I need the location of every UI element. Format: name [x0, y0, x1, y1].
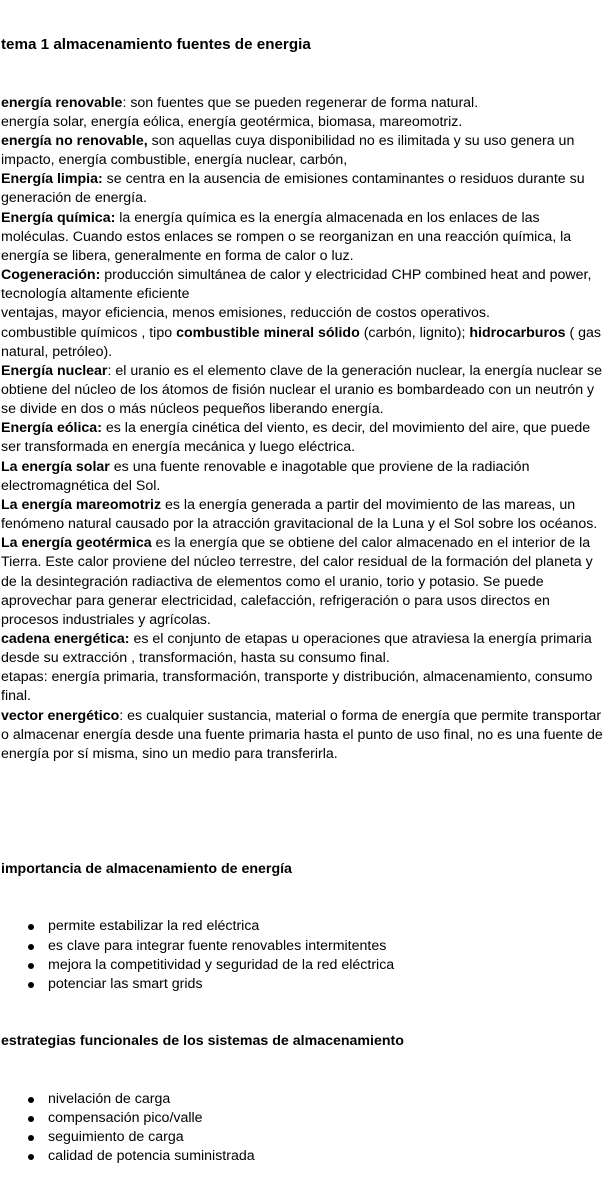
estrategias-heading: estrategias funcionales de los sistemas de almacenamiento [1, 1033, 404, 1050]
list-item [1, 1090, 610, 1109]
importancia-list [1, 917, 610, 994]
list-item [1, 1128, 610, 1147]
list-item-text: calidad de potencia suministrada [48, 1148, 255, 1165]
paragraph-nuclear [1, 362, 610, 419]
bullet-icon [28, 944, 34, 950]
paragraph-text: son aquellas cuya disponibilidad no es ilimitada y su uso genera un impacto, energía combustible, energía nuclear, carbón, [1, 132, 579, 169]
list-item-text: permite estabilizar la red eléctrica [48, 918, 260, 935]
list-item-text: es clave para integrar fuente renovables intermitentes [48, 937, 387, 954]
term-label: La energía mareomotriz [1, 496, 162, 513]
list-item [1, 975, 610, 994]
bullet-icon [28, 924, 34, 930]
paragraph-text: es el conjunto de etapas u operaciones que atraviesa la energía primaria desde su extracción , transformación, hasta su consumo final. [1, 631, 596, 667]
paragraph-text: : el uranio es el elemento clave de la generación nuclear, la energía nuclear se obtiene del núcleo de los átomos de fisión nuclear el uranio es bombardeado con un neutrón y se divide en dos o más núcleos pequeños liberando energía. [1, 362, 606, 418]
list-item-text: seguimiento de carga [48, 1129, 184, 1146]
paragraph-text: es una fuente renovable e inagotable que proviene de la radiación electromagnética del Sol. [1, 458, 534, 494]
list-item-text: mejora la competitividad y seguridad de la red eléctrica [48, 956, 395, 973]
paragraph-text: : son fuentes que se pueden regenerar de forma natural. [122, 94, 479, 111]
term-label: La energía solar [1, 458, 110, 475]
list-item-text: nivelación de carga [48, 1090, 171, 1107]
bullet-icon [28, 982, 34, 988]
bullet-icon [28, 1135, 34, 1141]
term-label: La energía geotérmica [1, 535, 152, 552]
bullet-icon [28, 963, 34, 969]
paragraph-text: : es cualquier sustancia, material o forma de energía que permite transportar o almacenar energía desde una fuente primaria hasta el punto de uso final, no es una fuente de energía por sí misma, sino un medio para transferirla. [1, 707, 607, 762]
term-label: Cogeneración: [1, 267, 101, 284]
term-label: Energía nuclear [1, 362, 108, 379]
paragraph-no-renovable [1, 132, 610, 170]
term-label: energía renovable [1, 94, 123, 111]
page-title: tema 1 almacenamiento fuentes de energia [1, 36, 311, 54]
paragraph-limpia [1, 170, 610, 208]
paragraph-combustible [1, 324, 610, 362]
paragraph-text: etapas: energía primaria, transformación, transporte y distribución, almacenamiento, consumo final. [1, 669, 597, 705]
list-item [1, 1147, 610, 1166]
bullet-icon [28, 1097, 34, 1103]
term-label: combustible mineral sólido [176, 324, 360, 341]
paragraph-cadena [1, 630, 610, 668]
paragraph-text: la energía química es la energía almacenada en los enlaces de las moléculas. Cuando estos enlaces se rompen o se reorganizan en una reacción química, la energía se libera, generalmente en forma de calor o luz. [1, 209, 576, 264]
paragraph-quimica [1, 209, 610, 266]
term-label: hidrocarburos [469, 324, 566, 341]
paragraph-geotermica [1, 534, 610, 630]
term-label: energía no renovable, [1, 132, 148, 149]
paragraph-text: es la energía generada a partir del movimiento de las mareas, un fenómeno natural causado por la atracción gravitacional de la Luna y el Sol sobre los océanos. [1, 496, 598, 533]
list-item [1, 1109, 610, 1128]
list-item-text: potenciar las smart grids [48, 975, 203, 992]
list-item [1, 937, 610, 956]
paragraph-mareomotriz [1, 496, 610, 534]
paragraph-cogeneracion [1, 266, 610, 304]
paragraph-vector [1, 707, 610, 764]
term-label: Energía química: [1, 209, 116, 226]
paragraph-ventajas [1, 304, 610, 323]
paragraph-text: combustible químicos , tipo [1, 324, 177, 341]
paragraph-renovable [1, 94, 610, 113]
paragraph-eolica [1, 419, 610, 457]
paragraph-etapas [1, 668, 610, 706]
paragraph-text: producción simultánea de calor y electricidad CHP combined heat and power, tecnología altamente eficiente [1, 267, 596, 303]
paragraph-text: se centra en la ausencia de emisiones contaminantes o residuos durante su generación de energía. [1, 171, 589, 207]
bullet-icon [28, 1116, 34, 1122]
list-item [1, 956, 610, 975]
blank-line [1, 802, 610, 821]
paragraph-text: ( gas natural, petróleo). [1, 324, 605, 360]
paragraph-text: es la energía que se obtiene del calor almacenado en el interior de la Tierra. Este calor proviene del núcleo terrestre, del calor residual de la formación del planeta y de la desintegración radiactiva de elementos como el uranio, torio y potasio. Se puede aprovechar para generar electricidad, calefacción, refrigeración o para usos directos en procesos industriales y agrícolas. [1, 535, 597, 628]
list-item [1, 917, 610, 936]
term-label: vector energético [1, 707, 120, 724]
body-paragraphs [1, 94, 610, 764]
term-label: Energía eólica: [1, 420, 102, 437]
estrategias-list [1, 1090, 610, 1167]
importancia-heading: importancia de almacenamiento de energía [1, 860, 292, 877]
paragraph-text: ventajas, mayor eficiencia, menos emisiones, reducción de costos operativos. [1, 305, 490, 322]
paragraph-text: (carbón, lignito); [359, 324, 470, 341]
term-label: Energía limpia: [1, 171, 103, 188]
paragraph-renovable-ejemplos [1, 113, 610, 132]
bullet-icon [28, 1154, 34, 1160]
paragraph-solar [1, 458, 610, 496]
paragraph-text: es la energía cinética del viento, es decir, del movimiento del aire, que puede ser transformada en energía mecánica y luego eléctrica. [1, 420, 595, 456]
list-item-text: compensación pico/valle [48, 1109, 203, 1126]
term-label: cadena energética: [1, 631, 130, 647]
paragraph-text: energía solar, energía eólica, energía geotérmica, biomasa, mareomotriz. [1, 113, 463, 130]
